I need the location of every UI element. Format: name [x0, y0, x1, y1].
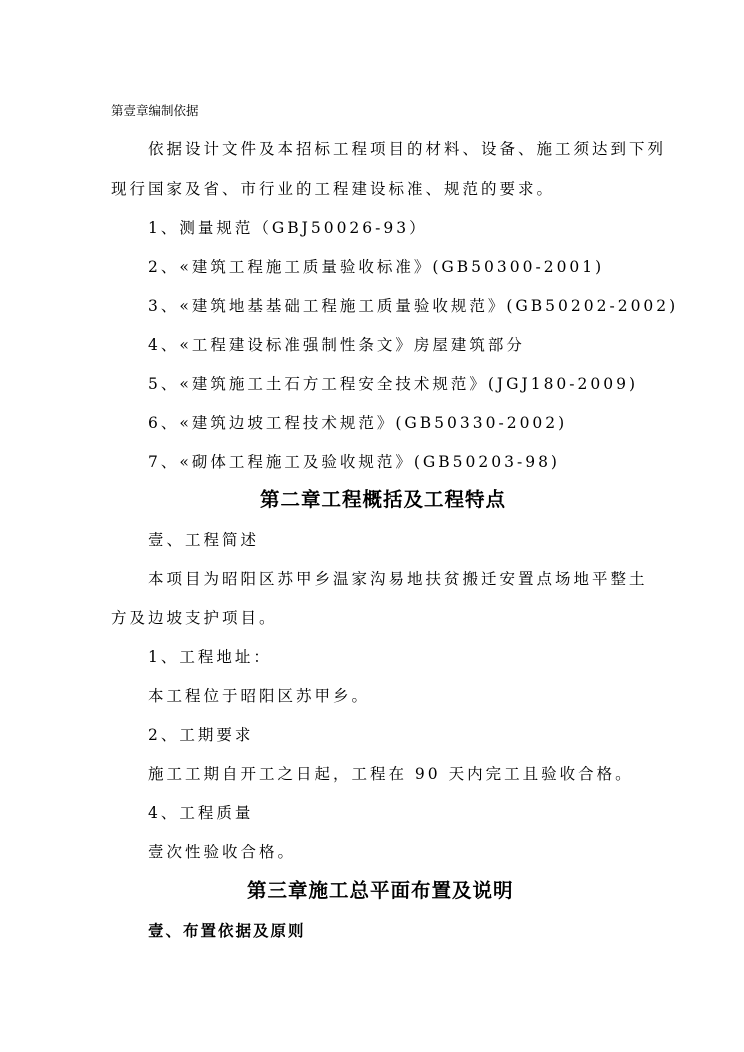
standard-item-2: 2、«建筑工程施工质量验收标准》(GB50300-2001): [148, 258, 605, 276]
standard-item-1: 1、测量规范（GBJ50026-93）: [148, 219, 428, 237]
item1-label: 1、工程地址：: [148, 648, 272, 666]
chapter3-section1: 壹、布置依据及原则: [148, 921, 306, 940]
standard-item-5: 5、«建筑施工土石方工程安全技术规范》(JGJ180-2009): [148, 375, 639, 393]
chapter1-header-note: 第壹章编制依据: [111, 103, 199, 118]
intro-line-1: 依据设计文件及本招标工程项目的材料、设备、施工须达到下列: [148, 140, 667, 158]
item1-value: 本工程位于昭阳区苏甲乡。: [148, 687, 371, 705]
standard-item-7: 7、«砌体工程施工及验收规范》(GB50203-98): [148, 453, 560, 471]
item2-label: 2、工期要求: [148, 726, 254, 744]
chapter2-section1: 壹、工程简述: [148, 531, 260, 549]
chapter3-title: 第三章施工总平面布置及说明: [247, 879, 514, 902]
standard-item-3: 3、«建筑地基基础工程施工质量验收规范》(GB50202-2002): [148, 297, 679, 315]
item2-value: 施工工期自开工之日起，工程在 90 天内完工且验收合格。: [148, 765, 634, 783]
standard-item-4: 4、«工程建设标准强制性条文》房屋建筑部分: [148, 336, 525, 354]
chapter2-title: 第二章工程概括及工程特点: [260, 488, 507, 511]
item4-label: 4、工程质量: [148, 804, 254, 822]
intro-line-2: 现行国家及省、市行业的工程建设标准、规范的要求。: [111, 180, 556, 198]
overview-line-1: 本项目为昭阳区苏甲乡温家沟易地扶贫搬迁安置点场地平整土: [148, 570, 648, 588]
standard-item-6: 6、«建筑边坡工程技术规范》(GB50330-2002): [148, 414, 568, 432]
item4-value: 壹次性验收合格。: [148, 843, 297, 861]
overview-line-2: 方及边坡支护项目。: [111, 609, 278, 627]
